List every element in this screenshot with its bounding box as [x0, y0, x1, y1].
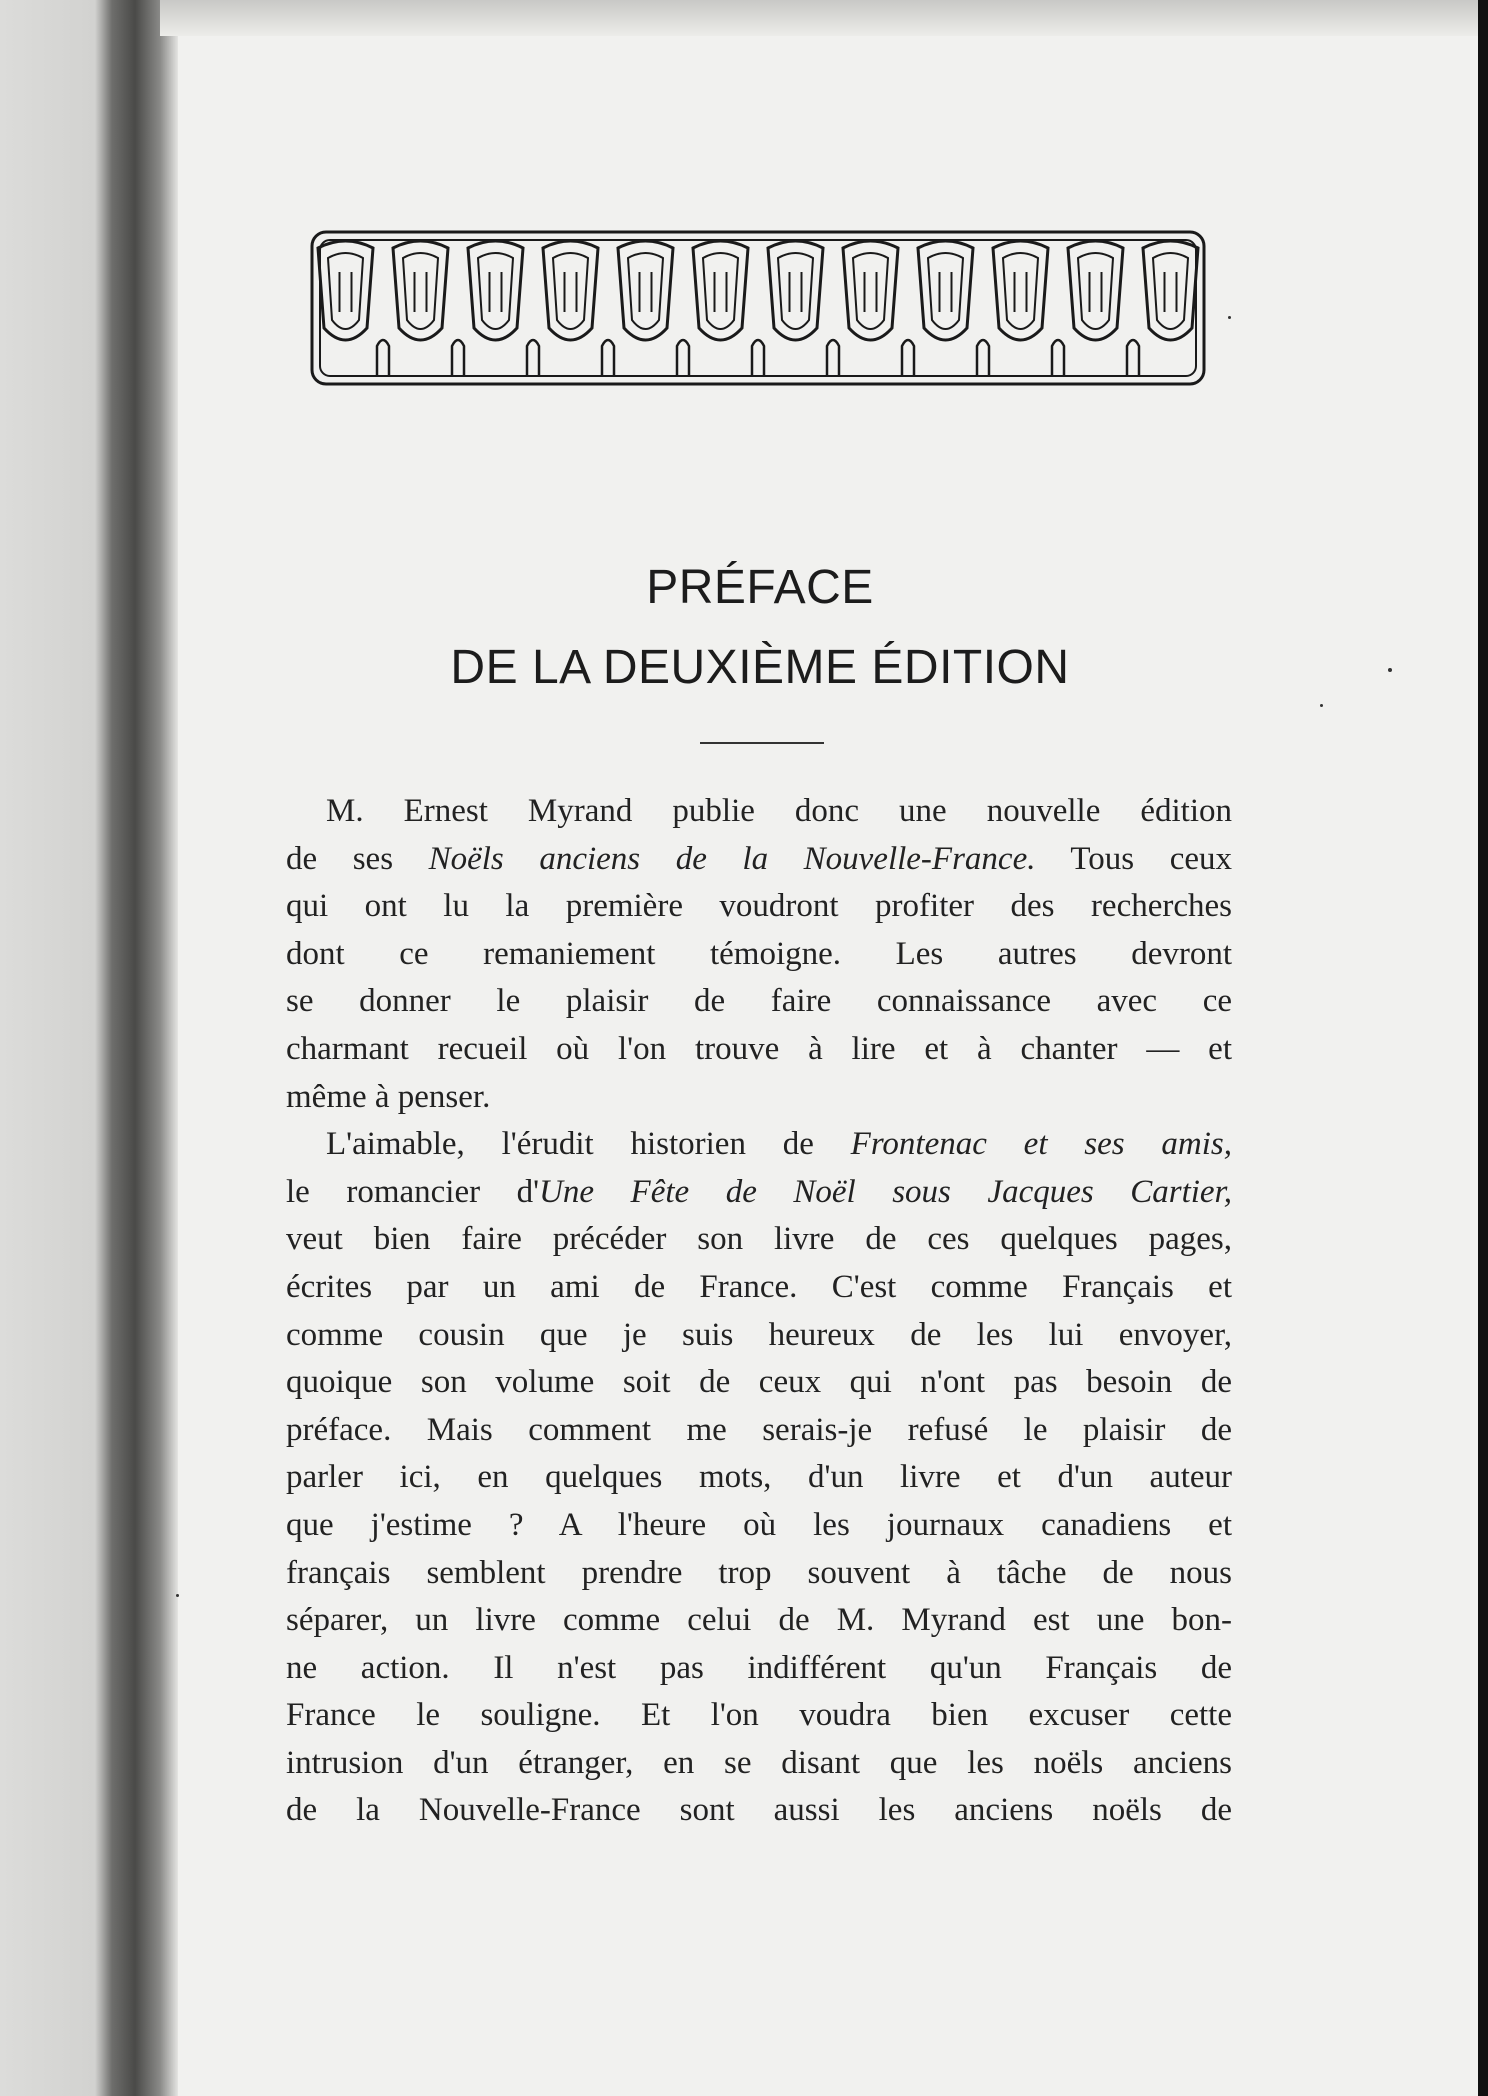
ink-speck: [1388, 668, 1392, 672]
ink-speck: [1320, 704, 1323, 707]
text-line: France le souligne. Et l'on voudra bien excuser cette: [286, 1697, 1232, 1734]
text-line: français semblent prendre trop souvent à tâche de nous: [286, 1554, 1232, 1591]
page-top-edge: [160, 0, 1488, 36]
text-line: se donner le plaisir de faire connaissance avec ce: [286, 983, 1232, 1020]
text-line: parler ici, en quelques mots, d'un livre et d'un auteur: [286, 1459, 1232, 1496]
text-line: préface. Mais comment me serais-je refusé le plaisir de: [286, 1411, 1232, 1448]
text-line: séparer, un livre comme celui de M. Myrand est une bon-: [286, 1602, 1232, 1639]
text-line: ne action. Il n'est pas indifférent qu'un Français de: [286, 1649, 1232, 1686]
preface-title: PRÉFACE: [646, 561, 874, 614]
text-line: de la Nouvelle-France sont aussi les anciens noëls de: [286, 1792, 1232, 1829]
paragraph: [286, 788, 1232, 1121]
text-line: que j'estime ? A l'heure où les journaux canadiens et: [286, 1506, 1232, 1543]
ink-speck: [176, 1594, 179, 1597]
paragraph: [286, 1121, 1232, 1835]
text-line: comme cousin que je suis heureux de les lui envoyer,: [286, 1316, 1232, 1353]
preface-subtitle: DE LA DEUXIÈME ÉDITION: [450, 641, 1070, 694]
text-line: intrusion d'un étranger, en se disant que les noëls anciens: [286, 1744, 1232, 1781]
text-line: de ses Noëls anciens de la Nouvelle-France. Tous ceux: [286, 840, 1232, 877]
book-spine-shadow: [0, 0, 178, 2096]
text-line: quoique son volume soit de ceux qui n'ont pas besoin de: [286, 1364, 1232, 1401]
preface-body: [286, 788, 1232, 1835]
text-line: veut bien faire précéder son livre de ces quelques pages,: [286, 1221, 1232, 1258]
ink-speck: [1228, 316, 1231, 319]
art-nouveau-ornament-band: [308, 228, 1208, 388]
text-line: le romancier d'Une Fête de Noël sous Jacques Cartier,: [286, 1173, 1232, 1210]
text-line: dont ce remaniement témoigne. Les autres devront: [286, 935, 1232, 972]
text-line: L'aimable, l'érudit historien de Frontenac et ses amis,: [326, 1126, 1232, 1163]
text-line: écrites par un ami de France. C'est comme Français et: [286, 1268, 1232, 1305]
text-line: qui ont lu la première voudront profiter des recherches: [286, 888, 1232, 925]
title-divider-rule: [700, 742, 824, 744]
text-line: M. Ernest Myrand publie donc une nouvelle édition: [326, 793, 1232, 829]
scan-right-border: [1478, 0, 1488, 2096]
text-line: même à penser.: [286, 1078, 491, 1115]
text-line: charmant recueil où l'on trouve à lire et à chanter — et: [286, 1030, 1232, 1067]
